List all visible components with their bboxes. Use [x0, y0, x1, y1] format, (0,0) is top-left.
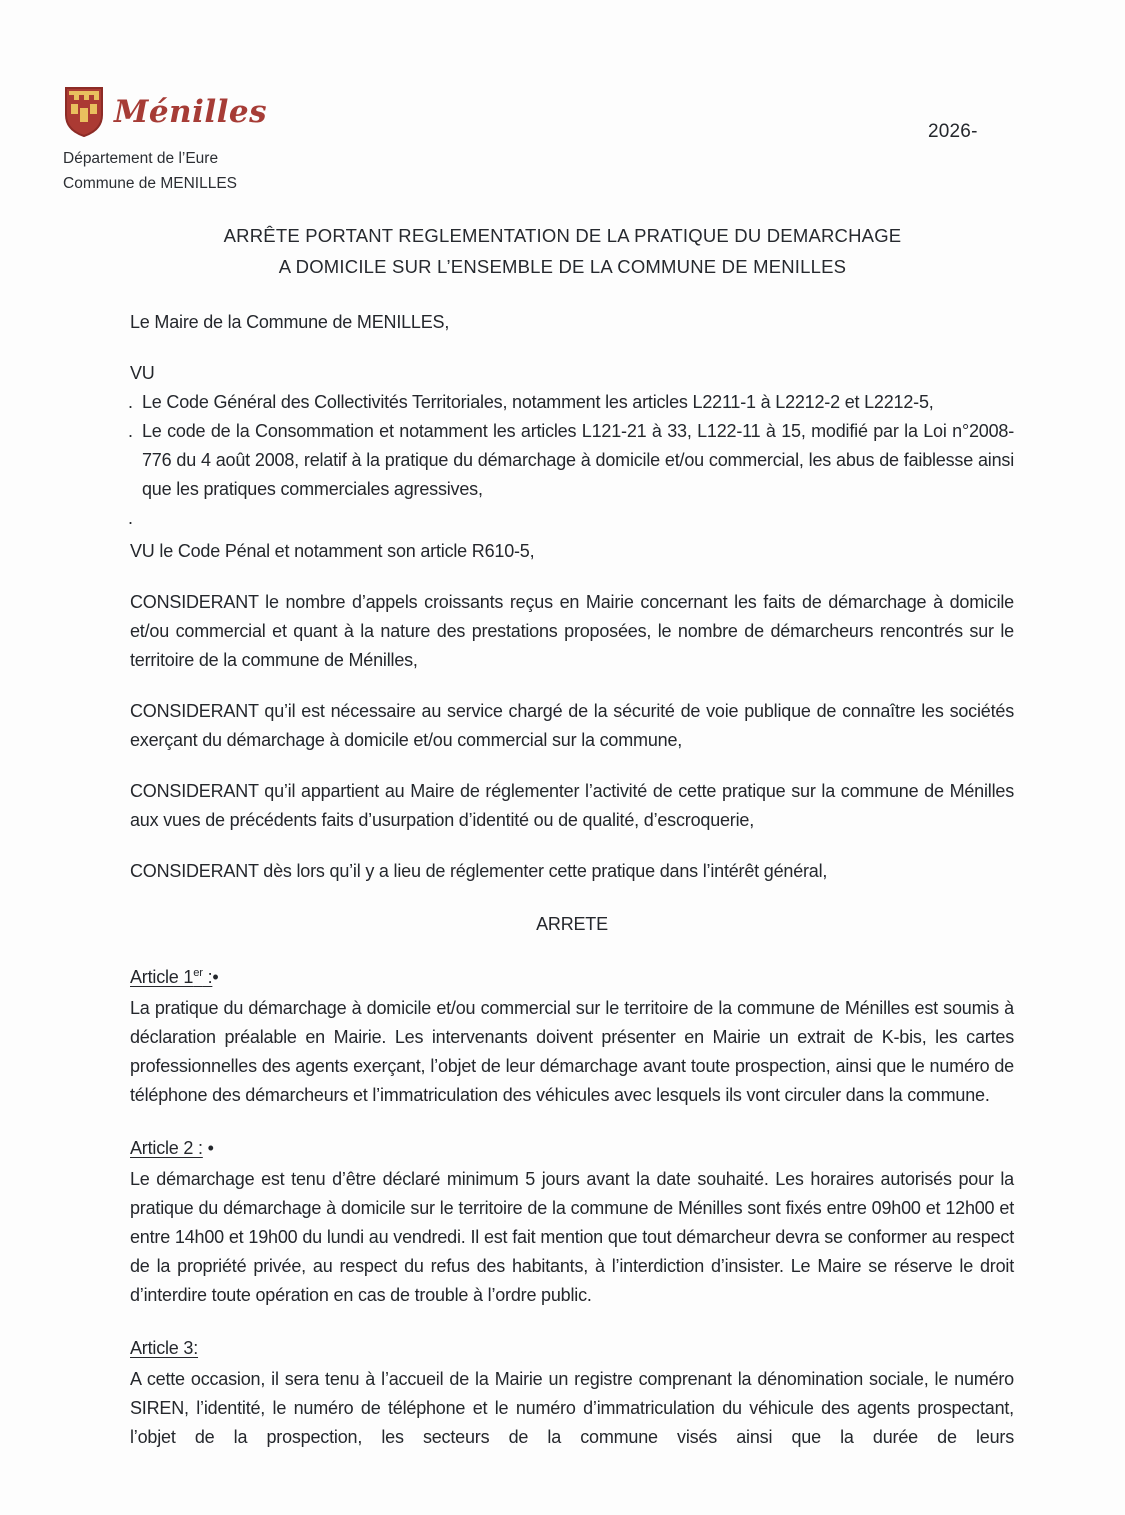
article-3-heading [130, 1334, 1014, 1363]
article-3-label [130, 1338, 198, 1358]
vu-item-1 [130, 388, 1014, 417]
commune-logo-name: Ménilles [114, 94, 268, 130]
article-2-label-text: Article 2 : [130, 1138, 203, 1158]
vu-item-1-text: Le Code Général des Collectivités Territoriales, notamment les articles L2211-1 à L2212-2 et L2212-5, [142, 392, 934, 412]
article-1-label [130, 967, 212, 987]
considerant-1: CONSIDERANT le nombre d’appels croissants reçus en Mairie concernant les faits de démarchage à domicile et/ou commercial et quant à la nature des prestations proposées, le nombre de démarcheurs rencontrés sur le territoire de la commune de Ménilles, [130, 592, 1014, 670]
article-1-label-sup: er [193, 967, 203, 979]
article-1 [130, 963, 1014, 1110]
document-title-line2: A DOMICILE SUR L’ENSEMBLE DE LA COMMUNE DE MENILLES [278, 256, 847, 277]
article-2-heading [130, 1134, 1014, 1163]
vu-label: VU [130, 363, 155, 383]
considerant-4: CONSIDERANT dès lors qu’il y a lieu de réglementer cette pratique dans l’intérêt général, [130, 861, 828, 881]
article-1-heading [130, 963, 1014, 992]
article-3 [130, 1334, 1014, 1452]
article-2-label [130, 1138, 203, 1158]
vu-penal-line: VU le Code Pénal et notamment son article R610-5, [130, 541, 535, 561]
commune-logo [63, 86, 1062, 138]
article-1-label-text: Article 1 [130, 967, 194, 987]
document-body [130, 308, 1014, 1452]
article-2-body: Le démarchage est tenu d’être déclaré minimum 5 jours avant la date souhaité. Les horaires autorisés pour la pratique du démarchage à domicile sur le territoire de la commune de Ménilles sont fixés entre 09h00 et 12h00 et entre 14h00 et 19h00 du lundi au vendredi. Il est fait mention que tout démarcheur devra se conformer au respect de la propriété privée, au respect du refus des habitants, à l’interdiction d’insister. Le Maire se réserve le droit d’interdire toute opération en cas de trouble à l’ordre public. [130, 1169, 1014, 1305]
menilles-crest-icon [63, 86, 105, 138]
vu-item-3-text [142, 504, 1014, 533]
article-1-bullet-icon: • [212, 967, 219, 987]
article-3-label-text: Article 3: [130, 1338, 199, 1358]
considerant-3: CONSIDERANT qu’il appartient au Maire de réglementer l’activité de cette pratique sur la commune de Ménilles aux vues de précédents faits d’usurpation d’identité ou de qualité, d’escroquerie, [130, 781, 1014, 830]
article-3-body: A cette occasion, il sera tenu à l’accueil de la Mairie un registre comprenant la dénomination sociale, le numéro SIREN, l’identité, le numéro de téléphone et le numéro d’immatriculation du véhicule des agents prospectant, l’objet de la prospection, les secteurs de la commune visés ainsi que la durée de leurs [130, 1369, 1014, 1447]
bullet-icon: . [128, 508, 133, 528]
arrete-heading: ARRETE [536, 914, 608, 934]
article-2 [130, 1134, 1014, 1310]
commune-line: Commune de MENILLES [63, 175, 238, 192]
document-header [0, 0, 1125, 196]
vu-item-2 [130, 417, 1014, 504]
vu-section [130, 359, 1014, 566]
bullet-icon: . [128, 421, 133, 441]
document-title [0, 220, 1125, 282]
document-title-line1: ARRÊTE PORTANT REGLEMENTATION DE LA PRATIQUE DU DEMARCHAGE [223, 225, 902, 246]
article-2-bullet-icon: • [202, 1138, 214, 1158]
vu-item-2-text: Le code de la Consommation et notamment les articles L121-21 à 33, L122-11 à 15, modifié par la Loi n°2008-776 du 4 août 2008, relatif à la pratique du démarchage à domicile et/ou commercial, les abus de faiblesse ainsi que les pratiques commerciales agressives, [142, 421, 1014, 499]
vu-item-3 [130, 504, 1014, 533]
article-1-body: La pratique du démarchage à domicile et/ou commercial sur le territoire de la commune de Ménilles est soumis à déclaration préalable en Mairie. Les intervenants doivent présenter en Mairie un extrait de K-bis, les cartes professionnelles des agents exerçant, l’objet de leur démarchage avant toute prospection, ainsi que le numéro de téléphone des démarcheurs et l’immatriculation des véhicules avec lesquels ils vont circuler dans la commune. [130, 998, 1014, 1105]
article-1-label-tail: : [202, 967, 213, 987]
reference-number: 2026- [928, 121, 978, 142]
department-line: Département de l’Eure [63, 150, 219, 167]
bullet-icon: . [128, 392, 133, 412]
considerant-2: CONSIDERANT qu’il est nécessaire au service chargé de la sécurité de voie publique de connaître les sociétés exerçant du démarchage à domicile et/ou commercial sur la commune, [130, 701, 1014, 750]
header-address-block [63, 146, 1062, 196]
intro-line: Le Maire de la Commune de MENILLES, [130, 312, 450, 332]
